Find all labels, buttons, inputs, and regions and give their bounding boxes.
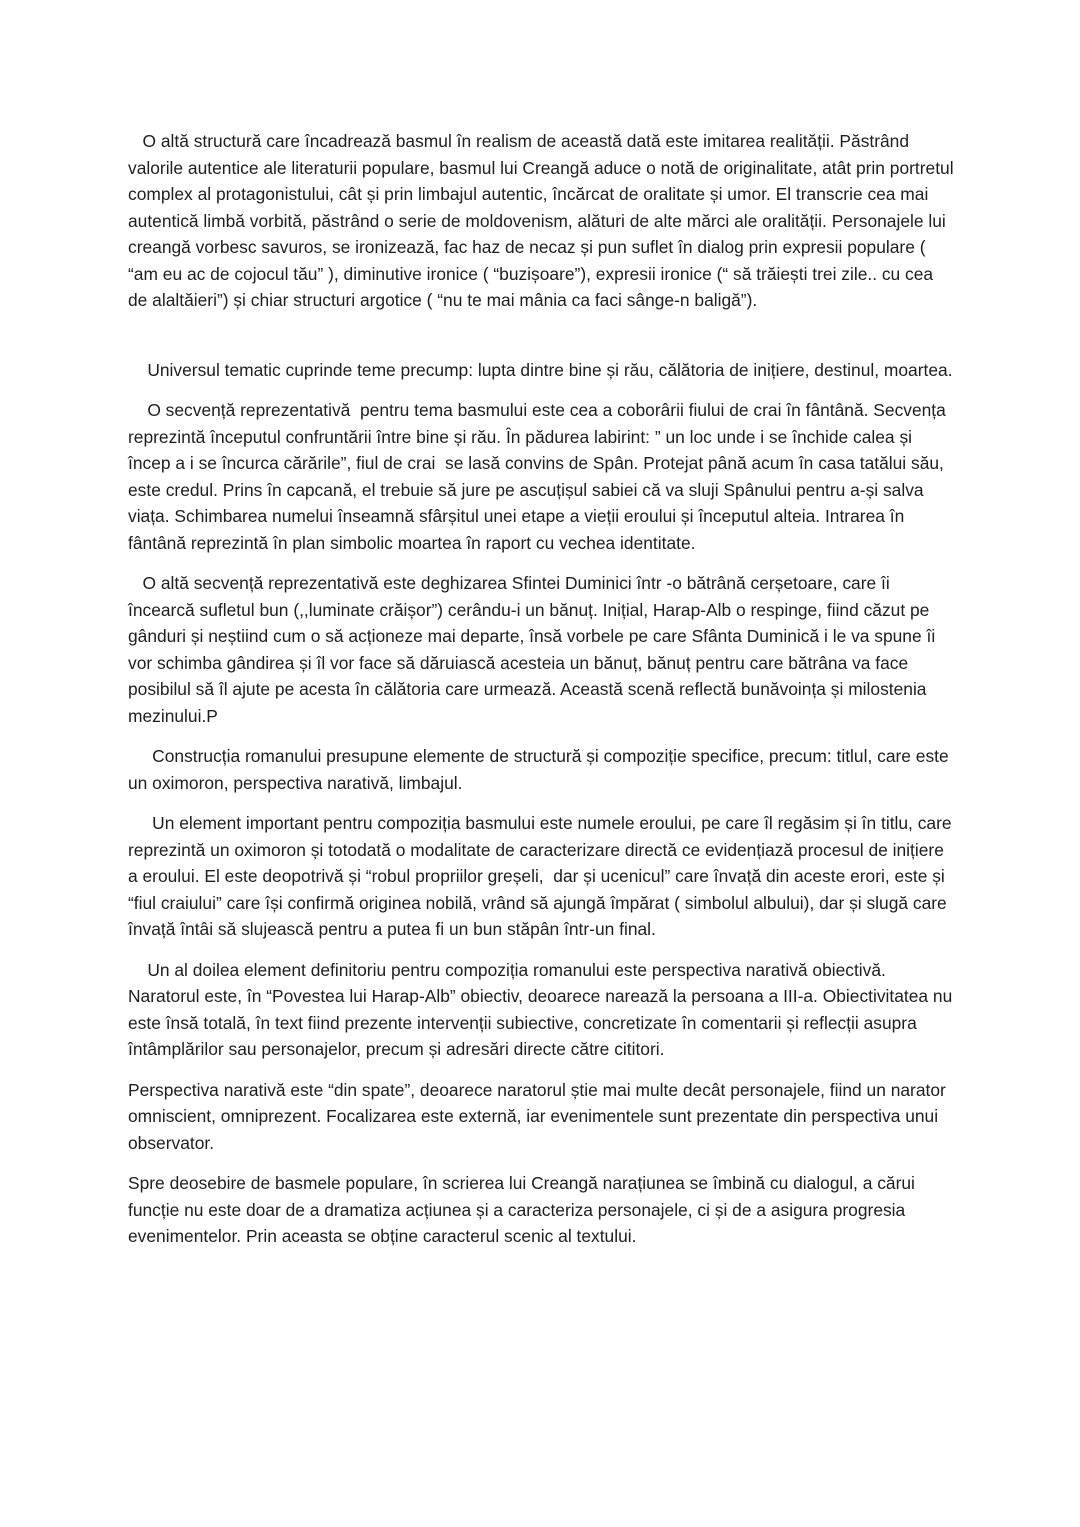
paragraph-numele-eroului: Un element important pentru compoziția basmului este numele eroului, pe care îl regăsim și în titlu, care reprezintă un oximoron și totodată o modalitate de caracterizare directă ce evidențiază procesul de inițiere a eroului. El este deopotrivă și “robul propriilor greșeli, dar și ucenicul” care învață din aceste erori, este și “fiul craiului” care își confirmă originea nobilă, vrând să ajungă împărat ( simbolul albului), dar și slugă care învață întâi să slujească pentru a putea fi un bun stăpân într-un final. [128,813,957,939]
paragraph-univers-tematic: Universul tematic cuprinde teme precump: lupta dintre bine și rău, călătoria de inițiere, destinul, moartea. [128,359,953,380]
paragraph-perspectiva-din-spate: Perspectiva narativă este “din spate”, deoarece naratorul știe mai multe decât personajele, fiind un narator omniscient, omniprezent. Focalizarea este externă, iar evenimentele sunt prezentate din perspectiva unui observator. [128,1079,951,1153]
paragraph-perspectiva-obiectiva: Un al doilea element definitoriu pentru compoziția romanului este perspectiva narativă obiectivă. Naratorul este, în “Povestea lui Harap-Alb” obiectiv, deoarece narează la persoana a III-a. Obiectivitatea nu este însă totală, în text fiind prezente intervenții subiective, concretizate în comentarii și reflecții asupra întâmplărilor sau personajelor, precum și adresări directe către cititori. [128,959,958,1059]
paragraph-secventa-fantana: O secvență reprezentativă pentru tema basmului este cea a coborârii fiului de crai în fântână. Secvența reprezintă începutul confruntării între bine și rău. În pădurea labirint: ” un loc unde i se închide calea și încep a i se încurca cărările”, fiul de crai se lasă convins de Spân. Protejat până acum în casa tatălui său, este credul. Prins în capcană, el trebuie să jure pe ascuțișul sabiei că va sluji Spânului pentru a-și salva viața. Schimbarea numelui înseamnă sfârșitul unei etape a vieții eroului și începutul alteia. Intrarea în fântână reprezintă în plan simbolic moartea în raport cu vechea identitate. [128,400,951,553]
paragraph-secventa-sfanta-duminica: O altă secvență reprezentativă este deghizarea Sfintei Duminici într -o bătrână cerșetoare, care îi încearcă sufletul bun (,,luminate crăișor”) cerându-i un bănuț. Inițial, Harap-Alb o respinge, fiind căzut pe gânduri și neștiind cum o să acționeze mai departe, însă vorbele pe care Sfânta Duminică i le va spune îi vor schimba gândirea și îl vor face să dăruiască acesteia un bănuț, bănuț pentru care bătrâna va face posibilul să îl ajute pe acesta în călătoria care urmează. Această scenă reflectă bunăvoința și milostenia mezinului.P [128,573,941,726]
paragraph-constructia-romanului: Construcția romanului presupune elemente de structură și compoziție specifice, precum: titlul, care este un oximoron, perspectiva narativă, limbajul. [128,746,954,793]
paragraph-oralitate: O altă structură care încadrează basmul în realism de această dată este imitarea realității. Păstrând valorile autentice ale literaturii populare, basmul lui Creangă aduce o notă de originalitate, atât prin portretul complex al protagonistului, cât și prin limbajul autentic, încărcat de oralitate și umor. El transcrie cea mai autentică limbă vorbită, păstrând o serie de moldovenism, alături de alte mărci ale oralității. Personajele lui creangă vorbesc savuros, se ironizează, fac haz de necaz și pun suflet în dialog prin expresii populare ( “am eu ac de cojocul tău” ), diminutive ironice ( “buzișoare”), expresii ironice (“ să trăiești trei zile.. cu cea de alaltăieri”) și chiar structuri argotice ( “nu te mai mânia ca faci sânge-n baligă”). [128,131,959,310]
paragraph-dialogul: Spre deosebire de basmele populare, în scrierea lui Creangă narațiunea se îmbină cu dialogul, a cărui funcție nu este doar de a dramatiza acțiunea și a caracteriza personajele, ci și de a asigura progresia evenimentelor. Prin aceasta se obține caracterul scenic al textului. [128,1173,920,1246]
document-body [128,128,959,1250]
